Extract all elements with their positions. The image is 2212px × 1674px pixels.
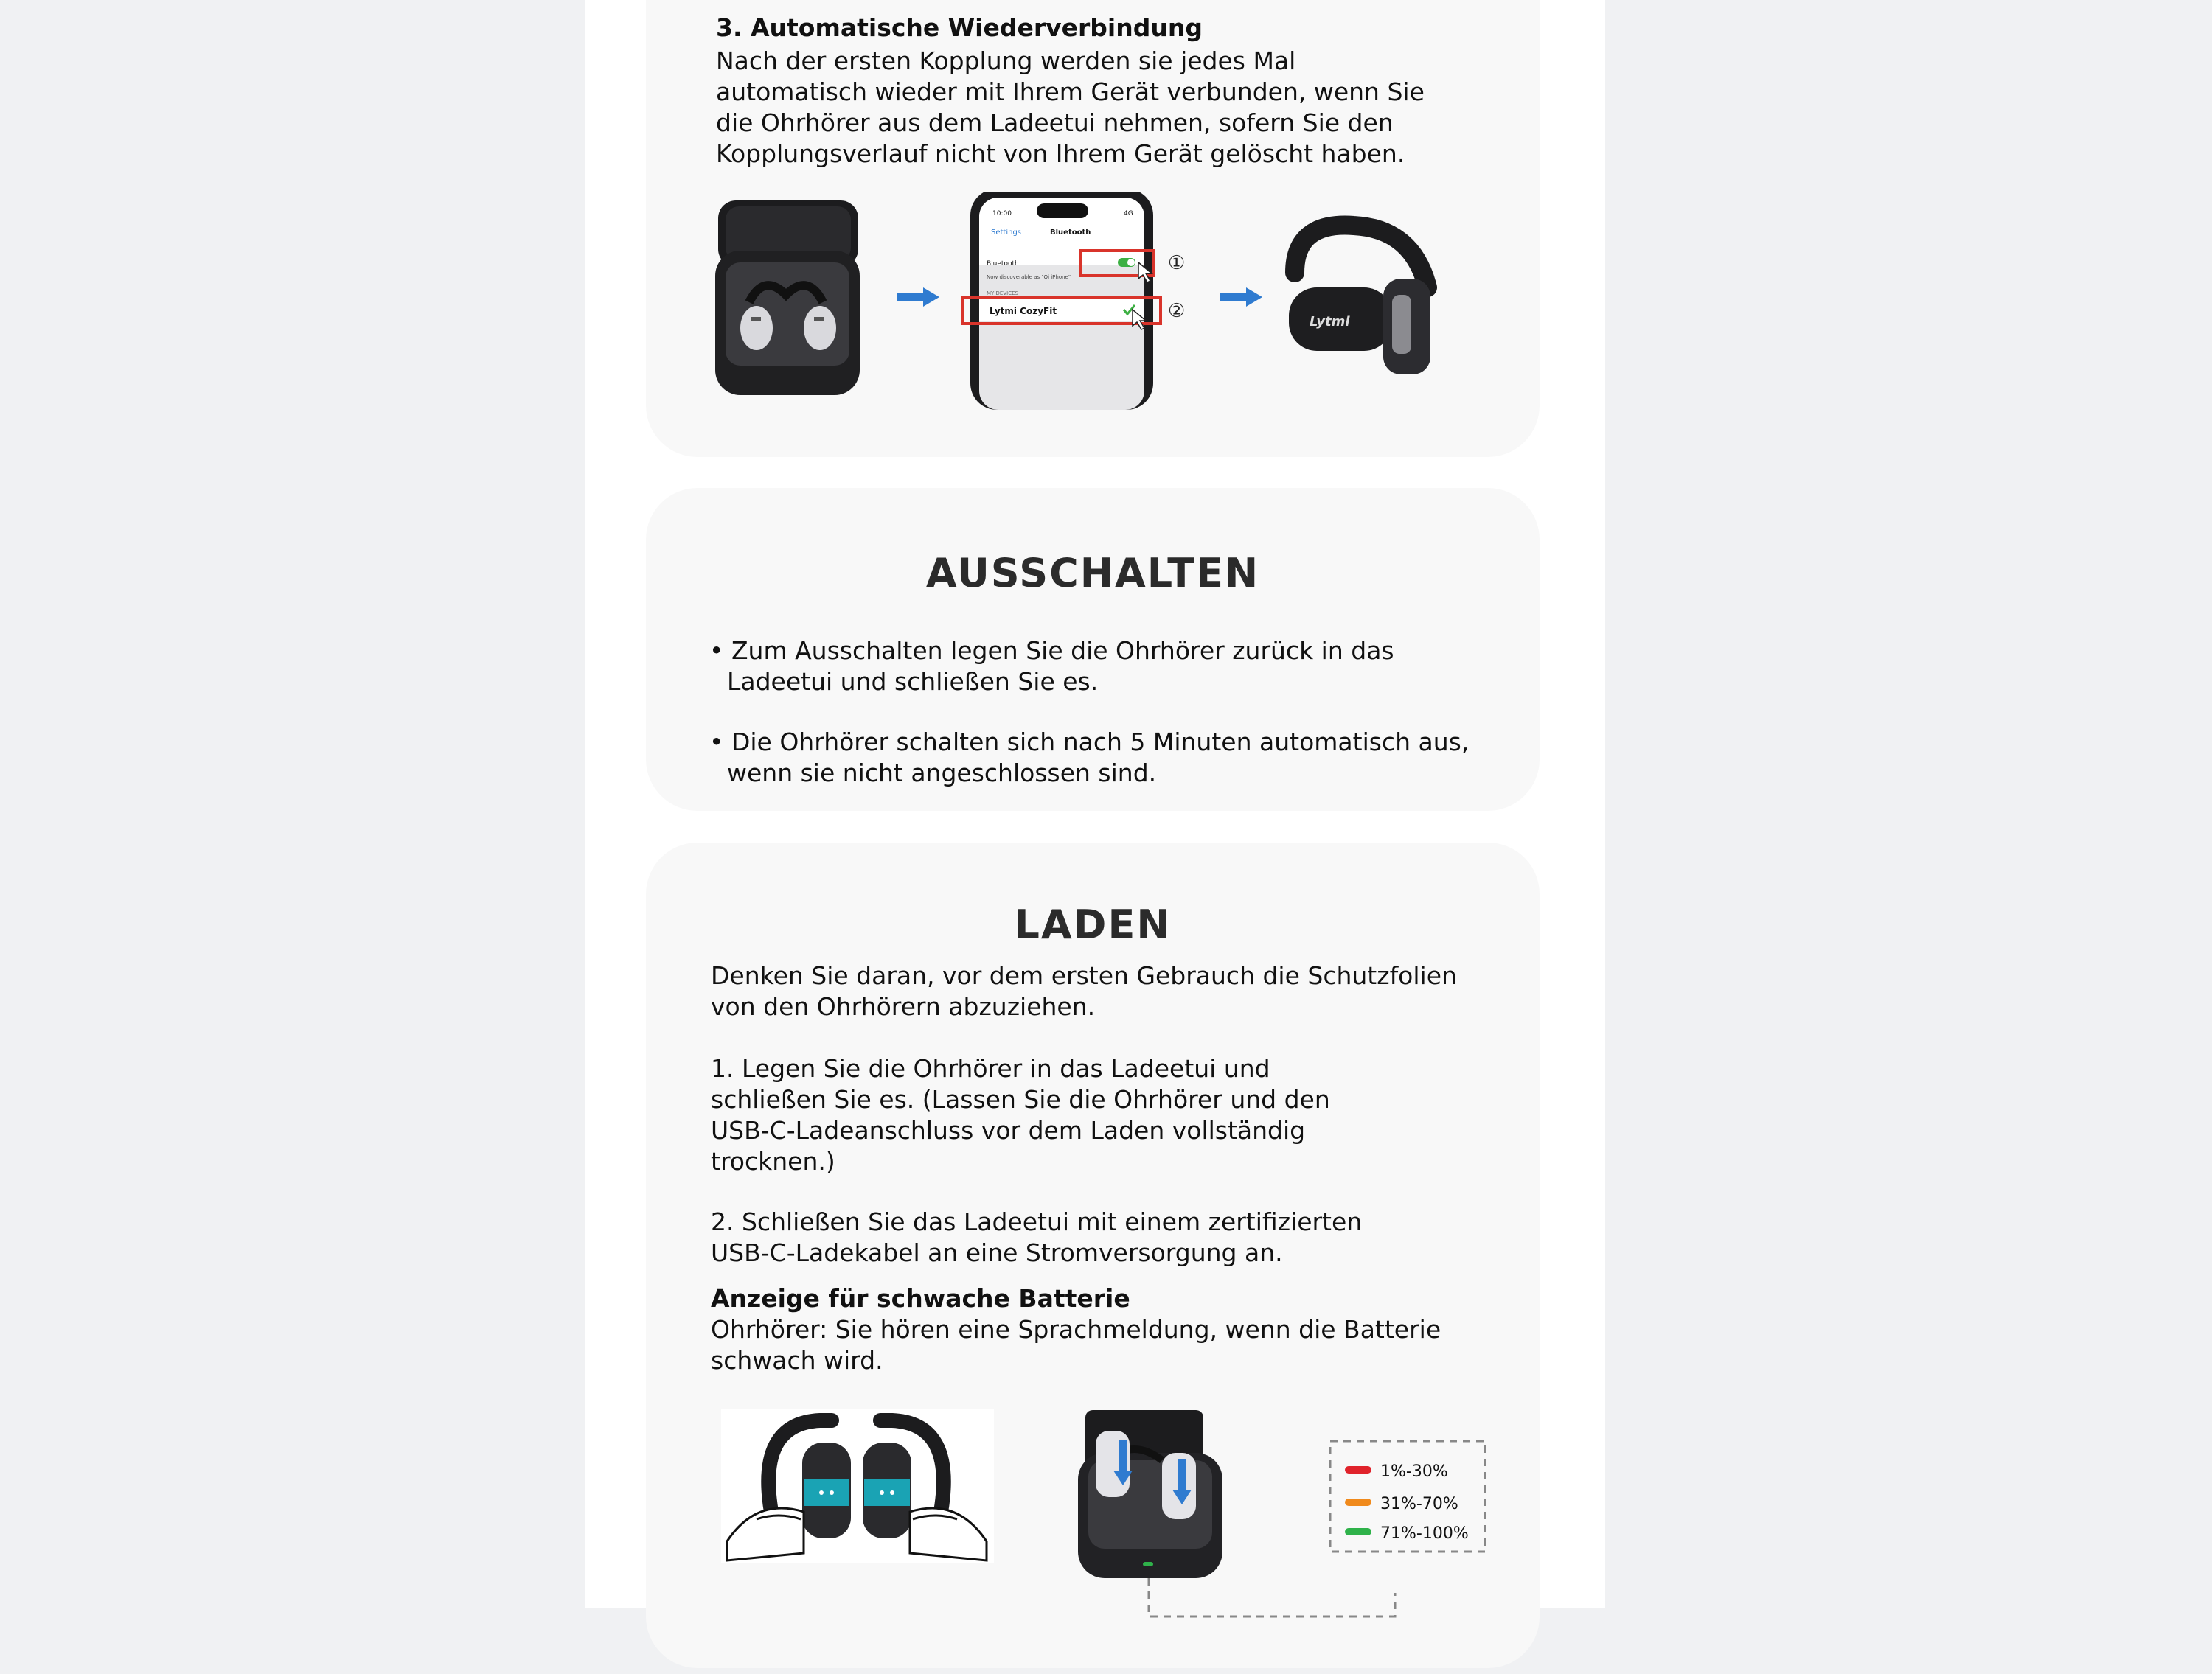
section-heading-reconnect: 3. Automatische Wiederverbindung [716,13,1203,42]
earbuds-in-hands-icon [721,1409,994,1563]
phone-bluetooth-screen [963,192,1185,410]
reconnect-description: Nach der ersten Kopplung werden sie jedes Mal automatisch wieder mit Ihrem Gerät verbunden, wenn Sie die Ohrhörer aus dem Ladeetui nehmen, sofern Sie den Kopplungsverlauf nicht von Ihrem Gerät gelöscht haben. [716,46,1425,168]
section-title-charging: LADEN [1014,901,1172,948]
battery-heading: Anzeige für schwache Batterie [711,1284,1130,1313]
card-power-off [646,488,1540,811]
charging-step-2: 2. Schließen Sie das Ladeetui mit einem zertifizierten USB-C-Ladekabel an eine Stromversorgung an. [711,1207,1363,1267]
power-off-bullet-2: • Die Ohrhörer schalten sich nach 5 Minuten automatisch aus, wenn sie nicht angeschlossen sind. [709,728,1470,787]
device-name[interactable]: Lytmi CozyFit [990,306,1057,316]
phone-screen-title: Bluetooth [1050,229,1091,237]
charging-step-1: 1. Legen Sie die Ohrhörer in das Ladeetui und schließen Sie es. (Lassen Sie die Ohrhörer und den USB-C-Ladeanschluss vor dem Laden vollständig trocknen.) [711,1054,1330,1176]
section-title-power-off: AUSSCHALTEN [925,550,1260,596]
charging-intro: Denken Sie daran, vor dem ersten Gebrauch die Schutzfolien von den Ohrhörern abzuziehen. [711,961,1457,1021]
reconnect-illustration [646,192,1540,413]
bluetooth-row-label: Bluetooth [987,260,1019,268]
discoverable-text: Now discoverable as "Qi iPhone" [987,274,1071,280]
phone-signal: 4G [1124,210,1133,217]
legend-label-low: 1%-30% [1380,1462,1448,1481]
phone-time: 10:00 [992,210,1012,217]
legend-swatch-red [1345,1466,1371,1474]
legend-label-high: 71%-100% [1380,1524,1469,1543]
legend-swatch-green [1345,1528,1371,1535]
charging-case-open-icon [715,200,860,395]
power-off-bullet-1: • Zum Ausschalten legen Sie die Ohrhörer zurück in das Ladeetui und schließen Sie es. [709,636,1394,696]
card-charging [646,843,1540,1668]
earbud-brand-logo: Lytmi [1310,314,1350,329]
callout-line [1149,1578,1395,1617]
step-2-marker: ② [1168,300,1186,322]
legend-label-mid: 31%-70% [1380,1495,1458,1513]
settings-back-link[interactable]: Settings [991,229,1022,237]
battery-description: Ohrhörer: Sie hören eine Sprachmeldung, wenn die Batterie schwach wird. [711,1315,1441,1375]
card-auto-reconnect [646,0,1540,457]
arrow-right-icon [1220,287,1262,307]
legend-swatch-orange [1345,1499,1371,1506]
content-column [585,0,1605,1608]
earbud-icon [1289,226,1430,374]
arrow-right-icon [897,287,939,307]
my-devices-label: MY DEVICES [987,290,1018,296]
charging-case-icon [1078,1410,1222,1578]
battery-legend [1345,1462,1469,1543]
step-1-marker: ① [1168,252,1186,274]
charging-illustration [646,1409,1540,1674]
